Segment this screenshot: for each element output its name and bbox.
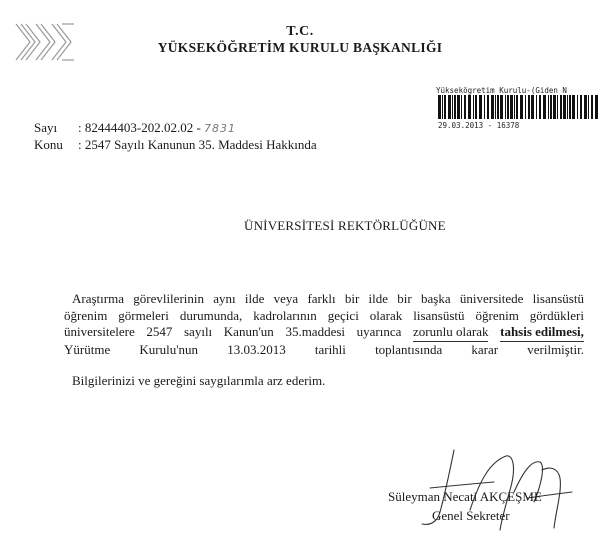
body-word: farklı: [307, 291, 336, 306]
body-word: üniversitede: [459, 291, 524, 306]
body-word: öğrenim: [475, 307, 519, 323]
body-word: durumunda,: [179, 307, 243, 323]
body-word: 35.maddesi: [285, 324, 346, 339]
barcode-icon: [438, 95, 600, 119]
underlined-phrase: zorunlu olarak: [413, 324, 488, 342]
body-word: toplantısında: [375, 341, 443, 357]
stamp-line-1: Yüksekögretim Kurulu-(Giden N: [436, 86, 567, 95]
body-word: görmeleri: [118, 307, 169, 323]
body-word: bir: [344, 291, 360, 306]
bold-phrase: tahsis edilmesi,: [500, 324, 584, 342]
sayi-row: [34, 120, 236, 136]
body-word: sayılı: [184, 324, 213, 339]
body-line-2: [64, 308, 584, 325]
body-line-4: [64, 342, 584, 359]
institution-title: YÜKSEKÖĞRETİM KURULU BAŞKANLIĞI: [157, 40, 443, 55]
konu-label: Konu: [34, 137, 63, 152]
body-word: 2547: [146, 324, 173, 339]
registry-stamp: [420, 80, 600, 134]
body-word: ilde: [368, 291, 389, 306]
header-tc: T.C.: [286, 24, 314, 39]
body-word: uyarınca: [356, 324, 402, 339]
closing-line: Bilgilerinizi ve gereğini saygılarımla arz ederim.: [72, 373, 326, 388]
konu-row: [34, 137, 317, 153]
body-word: geçici: [327, 307, 359, 323]
stamp-line-2: 29.03.2013 - 16378: [438, 121, 520, 130]
sayi-label: Sayı: [34, 120, 58, 135]
body-word: Araştırma: [72, 291, 124, 306]
signatory-name: Süleyman Necati AKÇEŞME: [388, 489, 542, 504]
body-word: karar: [471, 341, 499, 357]
body-word: bir: [397, 291, 412, 306]
body-word: 13.03.2013: [227, 341, 286, 357]
body-word: görevlilerinin: [133, 291, 204, 306]
body-word: ilde: [244, 291, 265, 306]
body-word: başka: [421, 291, 451, 306]
yok-logo-icon: [14, 20, 76, 64]
body-word: Kanun'un: [223, 324, 274, 339]
body-word: verilmiştir.: [527, 341, 584, 357]
sayi-handwritten: 7831: [204, 122, 237, 135]
body-word: olarak: [369, 307, 403, 323]
konu-value: : 2547 Sayılı Kanunun 35. Maddesi Hakkında: [78, 137, 317, 152]
body-word: Yürütme: [64, 341, 111, 357]
body-word: öğrenim: [64, 307, 108, 323]
signatory-title: Genel Sekreter: [432, 508, 510, 523]
body-word: tarihli: [314, 341, 346, 357]
body-paragraph: [64, 291, 584, 358]
body-word: üniversitelere: [64, 324, 135, 339]
body-line-3: [64, 324, 584, 342]
body-word: aynı: [213, 291, 236, 306]
body-line-1: [64, 291, 584, 308]
sayi-value: : 82444403-202.02.02 -: [78, 120, 201, 135]
body-word: veya: [273, 291, 299, 306]
body-word: lisansüstü: [413, 307, 465, 323]
body-word: kadrolarının: [253, 307, 317, 323]
body-word: lisansüstü: [532, 291, 584, 306]
body-word: gördükleri: [529, 307, 584, 323]
body-word: Kurulu'nun: [139, 341, 199, 357]
recipient: ÜNİVERSİTESİ REKTÖRLÜĞÜNE: [244, 218, 446, 233]
